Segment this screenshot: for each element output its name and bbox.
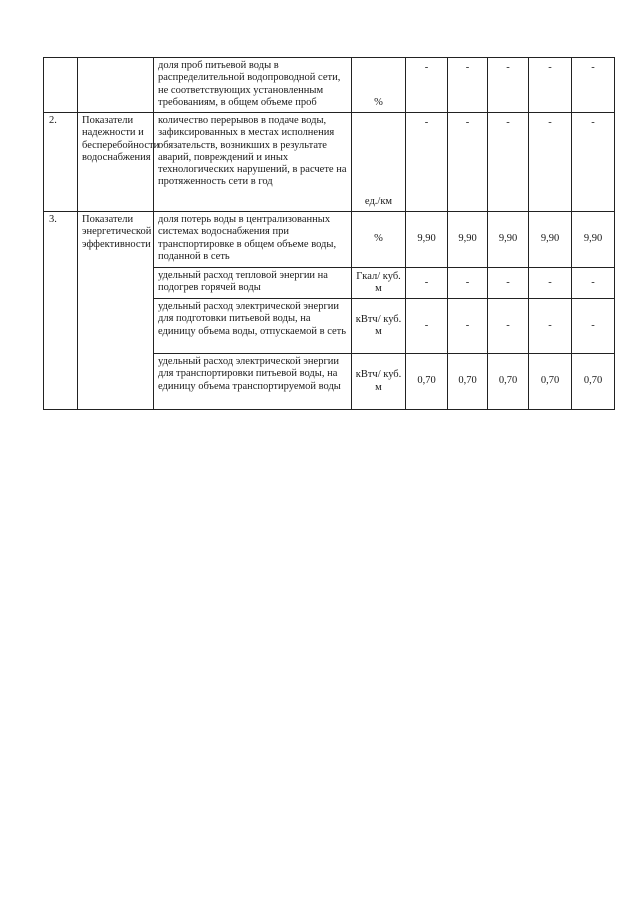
indicator-group: Показатели энергетической эффективности [78,212,154,410]
unit-cell: ед./км [352,113,406,212]
value-cell: 0,70 [448,354,488,410]
indicator-description: удельный расход электрической энергии для транспортировки питьевой воды, на единицу объема транспортируемой воды [154,354,352,410]
value-cell: 0,70 [406,354,448,410]
unit-cell: Гкал/ куб. м [352,268,406,299]
table-row [44,113,615,212]
indicator-description: доля потерь воды в централизованных системах водоснабжения при транспортировке в общем объеме воды, поданной в сеть [154,212,352,268]
value-cell: - [529,299,572,354]
value-cell: 9,90 [529,212,572,268]
value-cell: - [448,299,488,354]
value-cell: 9,90 [448,212,488,268]
value-cell: - [448,113,488,212]
indicator-group [78,58,154,113]
value-cell: 0,70 [488,354,529,410]
indicator-description: удельный расход тепловой энергии на подогрев горячей воды [154,268,352,299]
value-cell: - [488,268,529,299]
value-cell: - [406,299,448,354]
value-cell: - [448,268,488,299]
value-cell: - [406,113,448,212]
value-cell: - [572,113,615,212]
value-cell: 9,90 [572,212,615,268]
unit-cell: кВтч/ куб. м [352,299,406,354]
value-cell: - [406,58,448,113]
value-cell: - [572,299,615,354]
value-cell: - [488,299,529,354]
unit-cell: кВтч/ куб. м [352,354,406,410]
value-cell: - [488,113,529,212]
value-cell: 9,90 [406,212,448,268]
indicator-group: Показатели надежности и бесперебойности водоснабжения [78,113,154,212]
unit-cell: % [352,58,406,113]
unit-cell: % [352,212,406,268]
row-number: 3. [44,212,78,410]
value-cell: - [572,58,615,113]
indicator-description: удельный расход электрической энергии для подготовки питьевой воды, на единицу объема воды, отпускаемой в сеть [154,299,352,354]
value-cell: - [572,268,615,299]
table-row [44,58,615,113]
table-row [44,212,615,268]
value-cell: - [529,58,572,113]
value-cell: 0,70 [572,354,615,410]
value-cell: - [448,58,488,113]
indicator-description: доля проб питьевой воды в распределительной водопроводной сети, не соответствующих установленным требованиям, в общем объеме проб [154,58,352,113]
row-number [44,58,78,113]
value-cell: - [529,268,572,299]
value-cell: - [406,268,448,299]
indicators-table [43,57,615,410]
row-number: 2. [44,113,78,212]
indicator-description: количество перерывов в подаче воды, зафиксированных в местах исполнения обязательств, возникших в результате аварий, повреждений и иных технологических нарушений, в расчете на протяженность сети в год [154,113,352,212]
value-cell: 0,70 [529,354,572,410]
value-cell: - [529,113,572,212]
value-cell: - [488,58,529,113]
value-cell: 9,90 [488,212,529,268]
